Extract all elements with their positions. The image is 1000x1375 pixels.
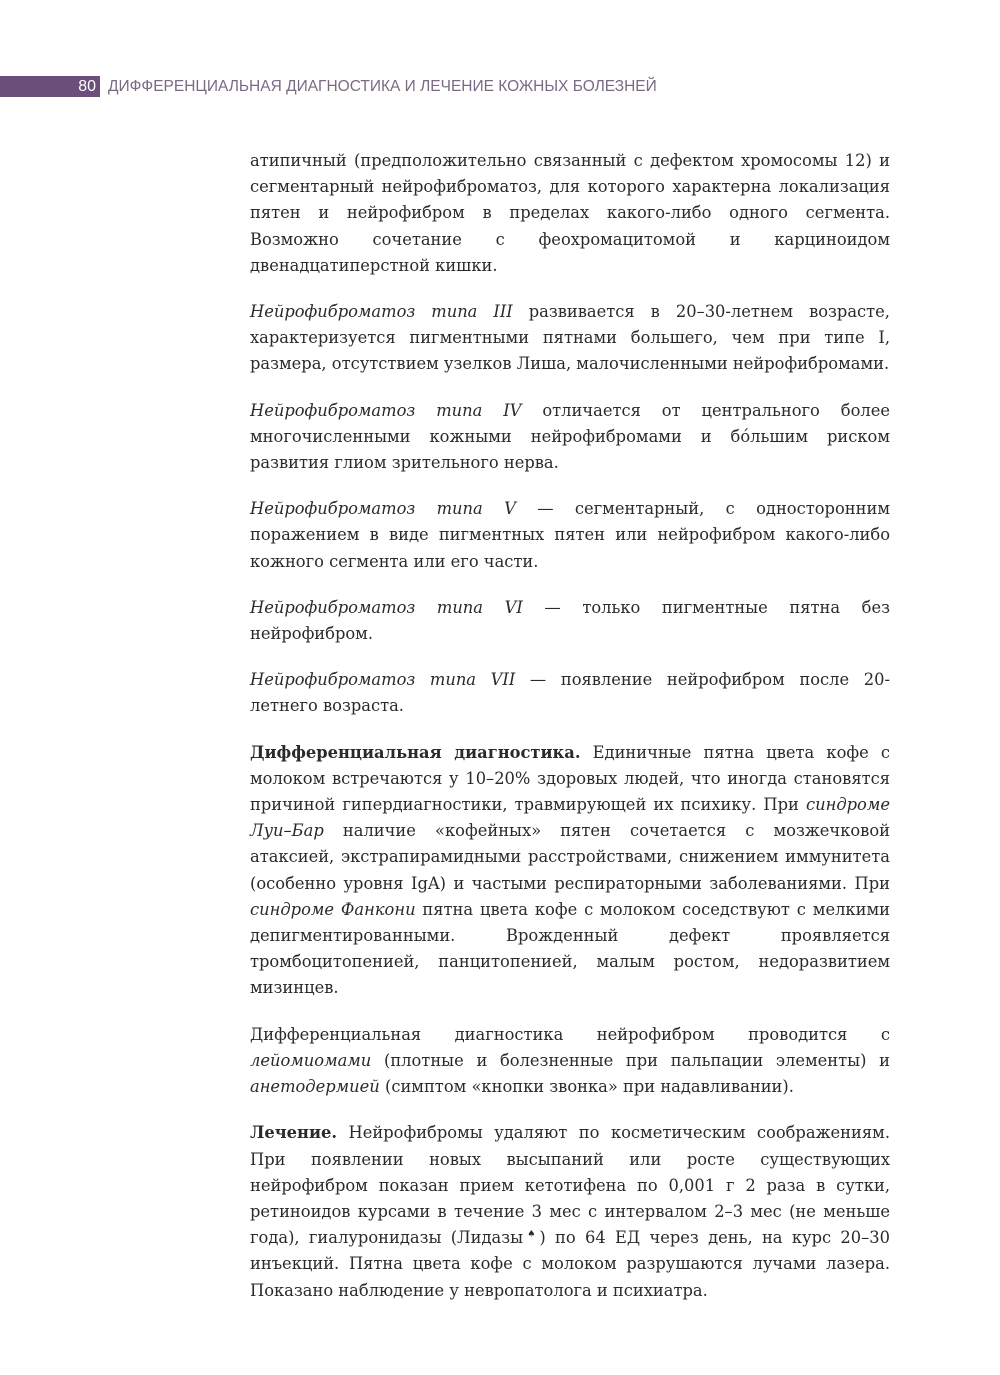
term-anetoderma: анетодермией xyxy=(250,1077,380,1097)
heading-treatment: Лечение. xyxy=(250,1123,338,1143)
term-leiomyoma: лейомиомами xyxy=(250,1050,372,1070)
paragraph-type-7-text: — появление нейрофибром после 20-летнего возраста. xyxy=(250,670,890,716)
page-number: 80 xyxy=(78,78,96,95)
paragraph-type-4 xyxy=(250,398,890,477)
paragraph-type-3 xyxy=(250,299,890,378)
paragraph-type-5-text: — сегментарный, с односторонним поражением в виде пигментных пятен или нейрофибром какого-либо кожного сегмента или его части. xyxy=(250,499,890,571)
term-louis-bar: синдроме Луи–Бар xyxy=(250,795,890,841)
treatment-text-1: Нейрофибромы удаляют по косметическим соображениям. При появлении новых высыпаний или росте существующих нейрофибром показан прием кетотифена по 0,001 г 2 раза в сутки, ретиноидов курсами в течение 3 мес с интервалом 2–3 мес (не меньше года), гиалуронидазы (Лидазы xyxy=(250,1123,890,1248)
nf-dd-text-2: (плотные и болезненные при пальпации элементы) и xyxy=(371,1050,890,1070)
heading-differential-diagnosis: Дифференциальная диагностика. xyxy=(250,742,581,762)
paragraph-type-7 xyxy=(250,667,890,719)
paragraph-differential-diagnosis xyxy=(250,740,890,1002)
paragraph-treatment xyxy=(250,1120,890,1303)
term-type-5: Нейрофиброматоз типа V xyxy=(250,499,516,519)
paragraph-neurofibroma-dd xyxy=(250,1022,890,1101)
term-type-4: Нейрофиброматоз типа IV xyxy=(250,400,522,420)
paragraph-type-6-text: — только пигментные пятна без нейрофибром. xyxy=(250,597,891,644)
treatment-text-2: ) по 64 ЕД через день, на курс 20–30 инъекций. Пятна цвета кофе с молоком разрушаются лучами лазера. Показано наблюдение у невропатолога и психиатра. xyxy=(250,1228,890,1300)
nf-dd-text-3: (симптом «кнопки звонка» при надавливании). xyxy=(379,1077,794,1097)
paragraph-type-3-text: развивается в 20–30-летнем возрасте, характеризуется пигментными пятнами большего, чем при типе I, размера, отсутствием узелков Лиша, малочисленными нейрофибромами. xyxy=(250,302,890,374)
paragraph-type-5 xyxy=(250,496,890,575)
paragraph-type-6 xyxy=(250,595,890,647)
dd-text-1: Единичные пятна цвета кофе с молоком встречаются у 10–20% здоровых людей, что иногда становятся причиной гипердиагностики, травмирующей их психику. При xyxy=(250,742,890,815)
term-type-6: Нейрофиброматоз типа VI xyxy=(250,597,523,617)
body-text xyxy=(250,148,890,1324)
running-title: ДИФФЕРЕНЦИАЛЬНАЯ ДИАГНОСТИКА И ЛЕЧЕНИЕ КОЖНЫХ БОЛЕЗНЕЙ xyxy=(108,78,657,95)
term-type-3: Нейрофиброматоз типа III xyxy=(250,302,513,322)
term-fanconi: синдроме Фанкони xyxy=(250,899,416,919)
nf-dd-text-1: Дифференциальная диагностика нейрофибром проводится с xyxy=(250,1024,890,1044)
dd-text-2: наличие «кофейных» пятен сочетается с мозжечковой атаксией, экстрапирамидными расстройствами, снижением иммунитета (особенно уровня IgA) и частыми респираторными заболеваниями. При xyxy=(250,821,890,893)
paragraph-type-4-text: отличается от центрального более многочисленными кожными нейрофибромами и бóльшим риском развития глиом зрительного нерва. xyxy=(250,400,890,473)
paragraph-1: атипичный (предположительно связанный с дефектом хромосомы 12) и сегментарный нейрофиброматоз, для которого характерна локализация пятен и нейрофибром в пределах какого-либо одного сегмента. Возможно сочетание с феохромацитомой и карциноидом двенадцатиперстной кишки. xyxy=(250,151,890,275)
trademark-mark-icon: ♠ xyxy=(523,1229,540,1240)
term-type-7: Нейрофиброматоз типа VII xyxy=(250,670,516,690)
dd-text-3: пятна цвета кофе с молоком соседствуют с мелкими депигментированными. Врожденный дефект проявляется тромбоцитопенией, панцитопенией, малым ростом, недоразвитием мизинцев. xyxy=(250,899,890,998)
